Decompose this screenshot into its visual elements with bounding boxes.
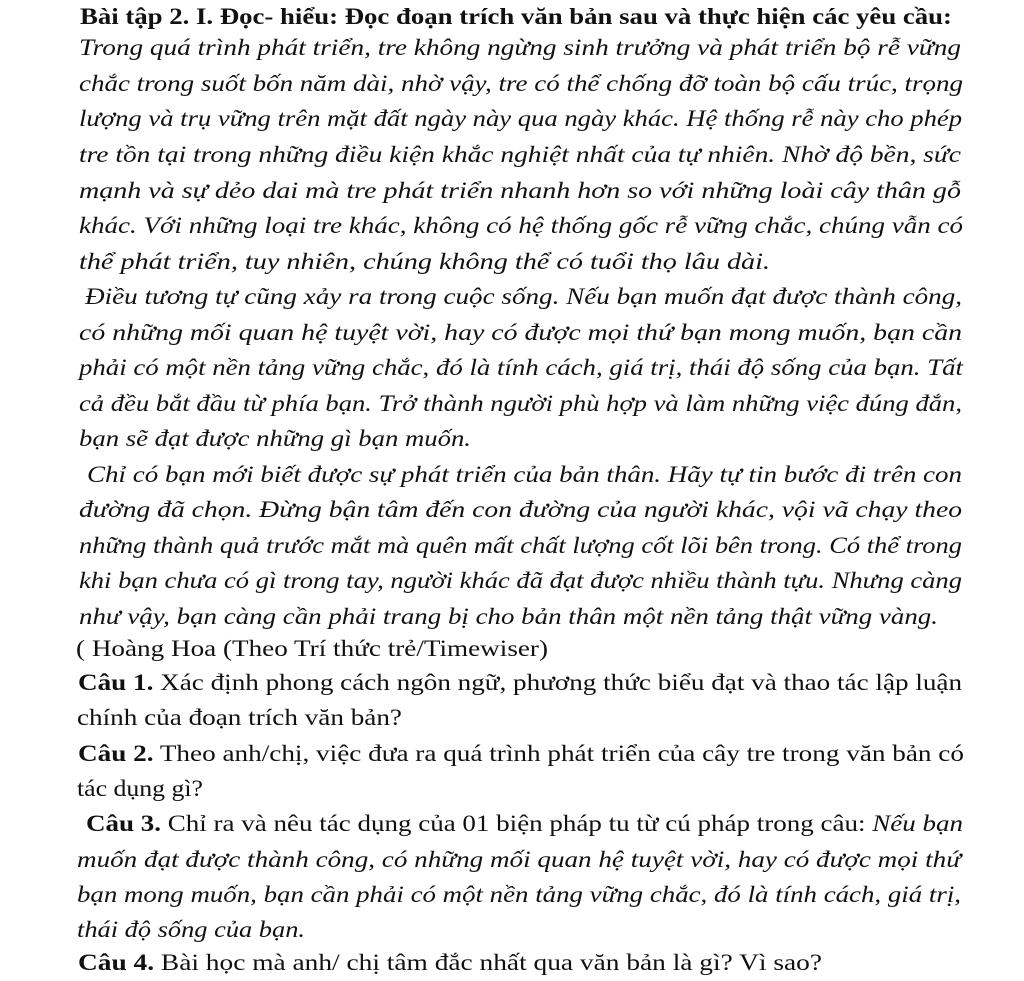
question-2-label: Câu 2. [78,741,154,767]
question-1-line: chính của đoạn trích văn bản? [77,705,402,731]
question-2-line [78,736,964,772]
question-4-label: Câu 4. [78,950,155,976]
question-3-quote-line: thái độ sống của bạn. [77,917,306,943]
question-1-text: Xác định phong cách ngôn ngữ, phương thức biểu đạt và thao tác lập luận [153,670,963,696]
exercise-heading: Bài tập 2. I. Đọc- hiểu: Đọc đoạn trích văn bản sau và thực hiện các yêu cầu: [80,4,952,30]
question-3-quote-line: muốn đạt được thành công, có những mối quan hệ tuyệt vời, hay có được mọi thứ [77,847,961,873]
question-4-line [78,945,822,981]
question-3-label: Câu 3. [86,811,162,837]
source-citation: ( Hoàng Hoa (Theo Trí thức trẻ/Timewiser) [76,636,549,662]
passage-line: Chỉ có bạn mới biết được sự phát triển của bản thân. Hãy tự tin bước đi trên con [87,462,963,488]
passage-line: đường đã chọn. Đừng bận tâm đến con đường của người khác, vội vã chạy theo [79,497,963,523]
passage-line: như vậy, bạn càng cần phải trang bị cho bản thân một nền tảng thật vững vàng. [79,604,938,630]
question-1-label: Câu 1. [78,670,154,696]
passage-line: Điều tương tự cũng xảy ra trong cuộc sống. Nếu bạn muốn đạt được thành công, [85,284,963,310]
passage-line: bạn sẽ đạt được những gì bạn muốn. [79,426,471,452]
question-2-line: tác dụng gì? [77,776,204,802]
question-3-line [86,806,963,842]
passage-line: tre tồn tại trong những điều kiện khắc nghiệt nhất của tự nhiên. Nhờ độ bền, sức [79,142,961,168]
passage-line: khi bạn chưa có gì trong tay, người khác đã đạt được nhiều thành tựu. Nhưng càng [79,568,962,594]
passage-line: Trong quá trình phát triển, tre không ngừng sinh trưởng và phát triển bộ rễ vững [79,35,961,61]
passage-line: mạnh và sự dẻo dai mà tre phát triển nhanh hơn so với những loài cây thân gỗ [79,178,961,204]
passage-line: cả đều bắt đầu từ phía bạn. Trở thành người phù hợp và làm những việc đúng đắn, [79,391,963,417]
passage-line: có những mối quan hệ tuyệt vời, hay có được mọi thứ bạn mong muốn, bạn cần [79,320,963,346]
question-3-quote-line: bạn mong muốn, bạn cần phải có một nền tảng vững chắc, đó là tính cách, giá trị, [77,882,962,908]
passage-line: chắc trong suốt bốn năm dài, nhờ vậy, tre có thể chống đỡ toàn bộ cấu trúc, trọng [79,71,963,97]
passage-line: thể phát triển, tuy nhiên, chúng không thể có tuổi thọ lâu dài. [79,249,770,275]
question-3-quote: Nếu bạn [872,811,964,837]
question-4-text: Bài học mà anh/ chị tâm đắc nhất qua văn bản là gì? Vì sao? [154,950,823,976]
passage-line: phải có một nền tảng vững chắc, đó là tính cách, giá trị, thái độ sống của bạn. Tất [79,355,963,381]
passage-line: lượng và trụ vững trên mặt đất ngày này qua ngày khác. Hệ thống rễ này cho phép [79,106,963,132]
passage-line: khác. Với những loại tre khác, không có hệ thống gốc rễ vững chắc, chúng vẫn có [79,213,964,239]
question-1-line [78,665,962,701]
question-3-text: Chỉ ra và nêu tác dụng của 01 biện pháp tu từ cú pháp trong câu: [161,811,873,837]
question-2-text: Theo anh/chị, việc đưa ra quá trình phát triển của cây tre trong văn bản có [153,741,964,767]
passage-line: những thành quả trước mắt mà quên mất chất lượng cốt lõi bên trong. Có thể trong [79,533,962,559]
